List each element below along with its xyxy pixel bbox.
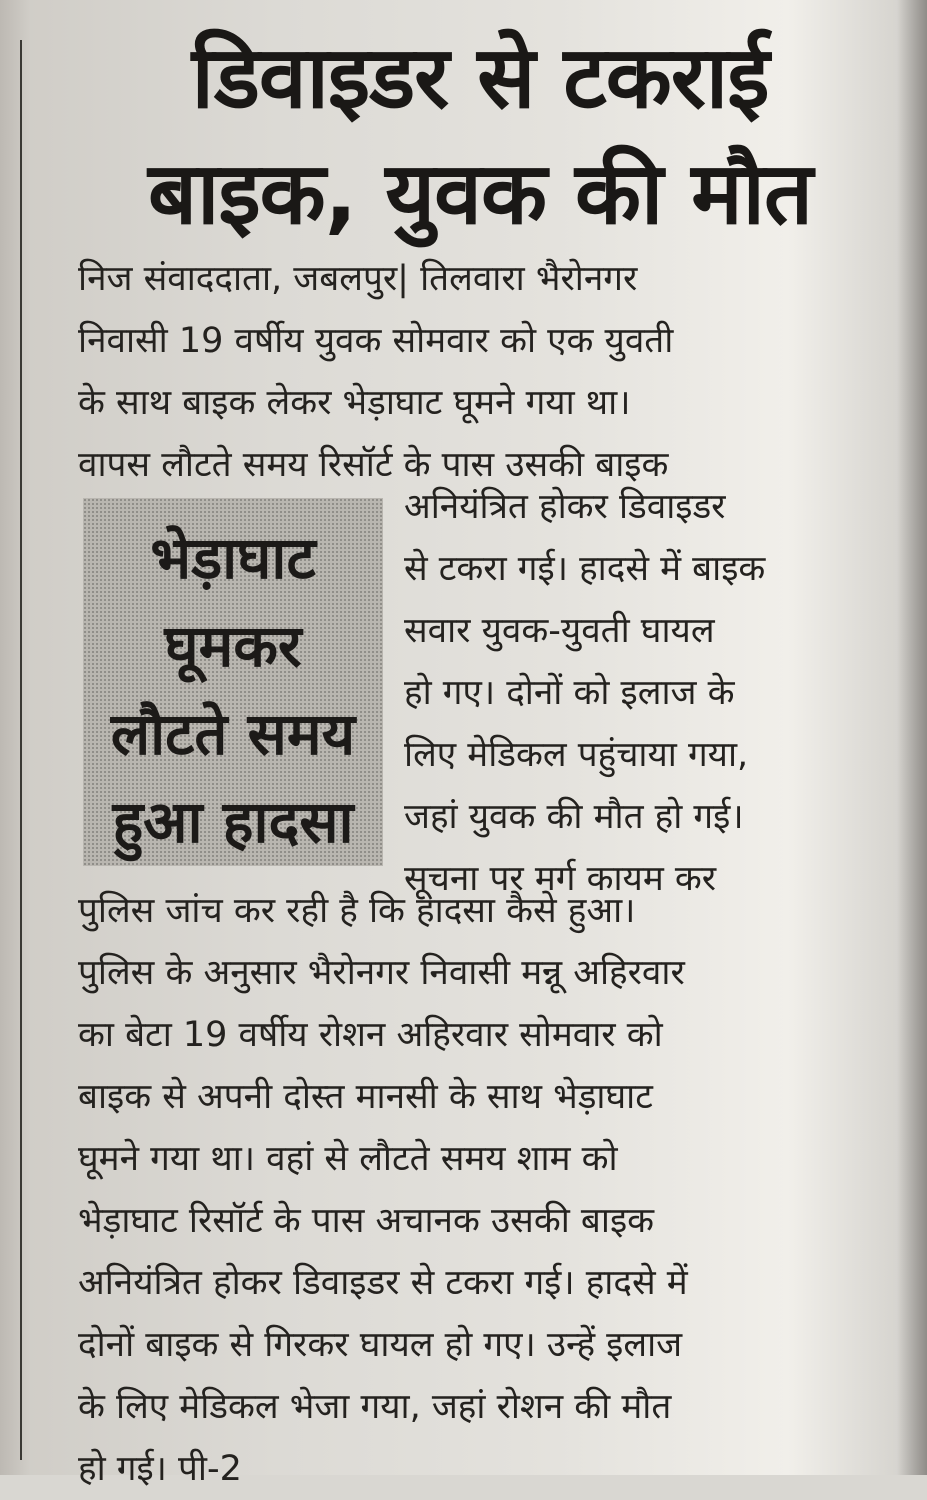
article-line: पुलिस जांच कर रही है कि हादसा कैसे हुआ।: [78, 891, 636, 931]
pull-quote-line: भेड़ाघाट: [150, 524, 316, 592]
article-line: का बेटा 19 वर्षीय रोशन अहिरवार सोमवार को: [78, 1015, 663, 1055]
headline-line-2: बाइक, युवक की मौत: [148, 144, 812, 244]
page-edge-shadow-right: [897, 0, 927, 1475]
article-line: पुलिस के अनुसार भैरोनगर निवासी मन्नू अहिरवार: [78, 953, 685, 993]
article-line: निज संवाददाता, जबलपुर| तिलवारा भैरोनगर: [78, 259, 638, 299]
article-line: हो गई। पी-2: [78, 1449, 242, 1489]
article-side-column: [404, 476, 765, 910]
pull-quote: [83, 514, 383, 866]
headline: [80, 20, 880, 252]
headline-line-1: डिवाइडर से टकराई: [191, 28, 769, 128]
article-line: सूचना पर मर्ग कायम कर: [404, 859, 717, 899]
article-line: निवासी 19 वर्षीय युवक सोमवार को एक युवती: [78, 321, 674, 361]
page-edge-shadow-left: [0, 0, 30, 1475]
article-line: दोनों बाइक से गिरकर घायल हो गए। उन्हें इलाज: [78, 1325, 683, 1365]
pull-quote-box: [83, 498, 383, 866]
article-line: लिए मेडिकल पहुंचाया गया,: [404, 735, 749, 775]
article-line: हो गए। दोनों को इलाज के: [404, 673, 735, 713]
article-line: से टकरा गई। हादसे में बाइक: [404, 549, 766, 589]
pull-quote-line: घूमकर: [164, 612, 302, 680]
article-line: अनियंत्रित होकर डिवाइडर से टकरा गई। हादसे में: [78, 1263, 688, 1303]
pull-quote-line: हुआ हादसा: [112, 788, 354, 856]
article-line: अनियंत्रित होकर डिवाइडर: [404, 487, 726, 527]
article-line: सवार युवक-युवती घायल: [404, 611, 715, 651]
article-line: घूमने गया था। वहां से लौटते समय शाम को: [78, 1139, 618, 1179]
article-line: भेड़ाघाट रिसॉर्ट के पास अचानक उसकी बाइक: [78, 1201, 655, 1241]
article-line: जहां युवक की मौत हो गई।: [404, 797, 744, 837]
pull-quote-line: लौटते समय: [110, 700, 356, 768]
article-line: वापस लौटते समय रिसॉर्ट के पास उसकी बाइक: [78, 445, 669, 485]
article-intro: [78, 248, 673, 496]
article-line: के साथ बाइक लेकर भेड़ाघाट घूमने गया था।: [78, 383, 631, 423]
article-line: बाइक से अपनी दोस्त मानसी के साथ भेड़ाघाट: [78, 1077, 653, 1117]
article-body: [78, 880, 688, 1500]
article-line: के लिए मेडिकल भेजा गया, जहां रोशन की मौत: [78, 1387, 672, 1427]
column-rule: [20, 40, 22, 1460]
